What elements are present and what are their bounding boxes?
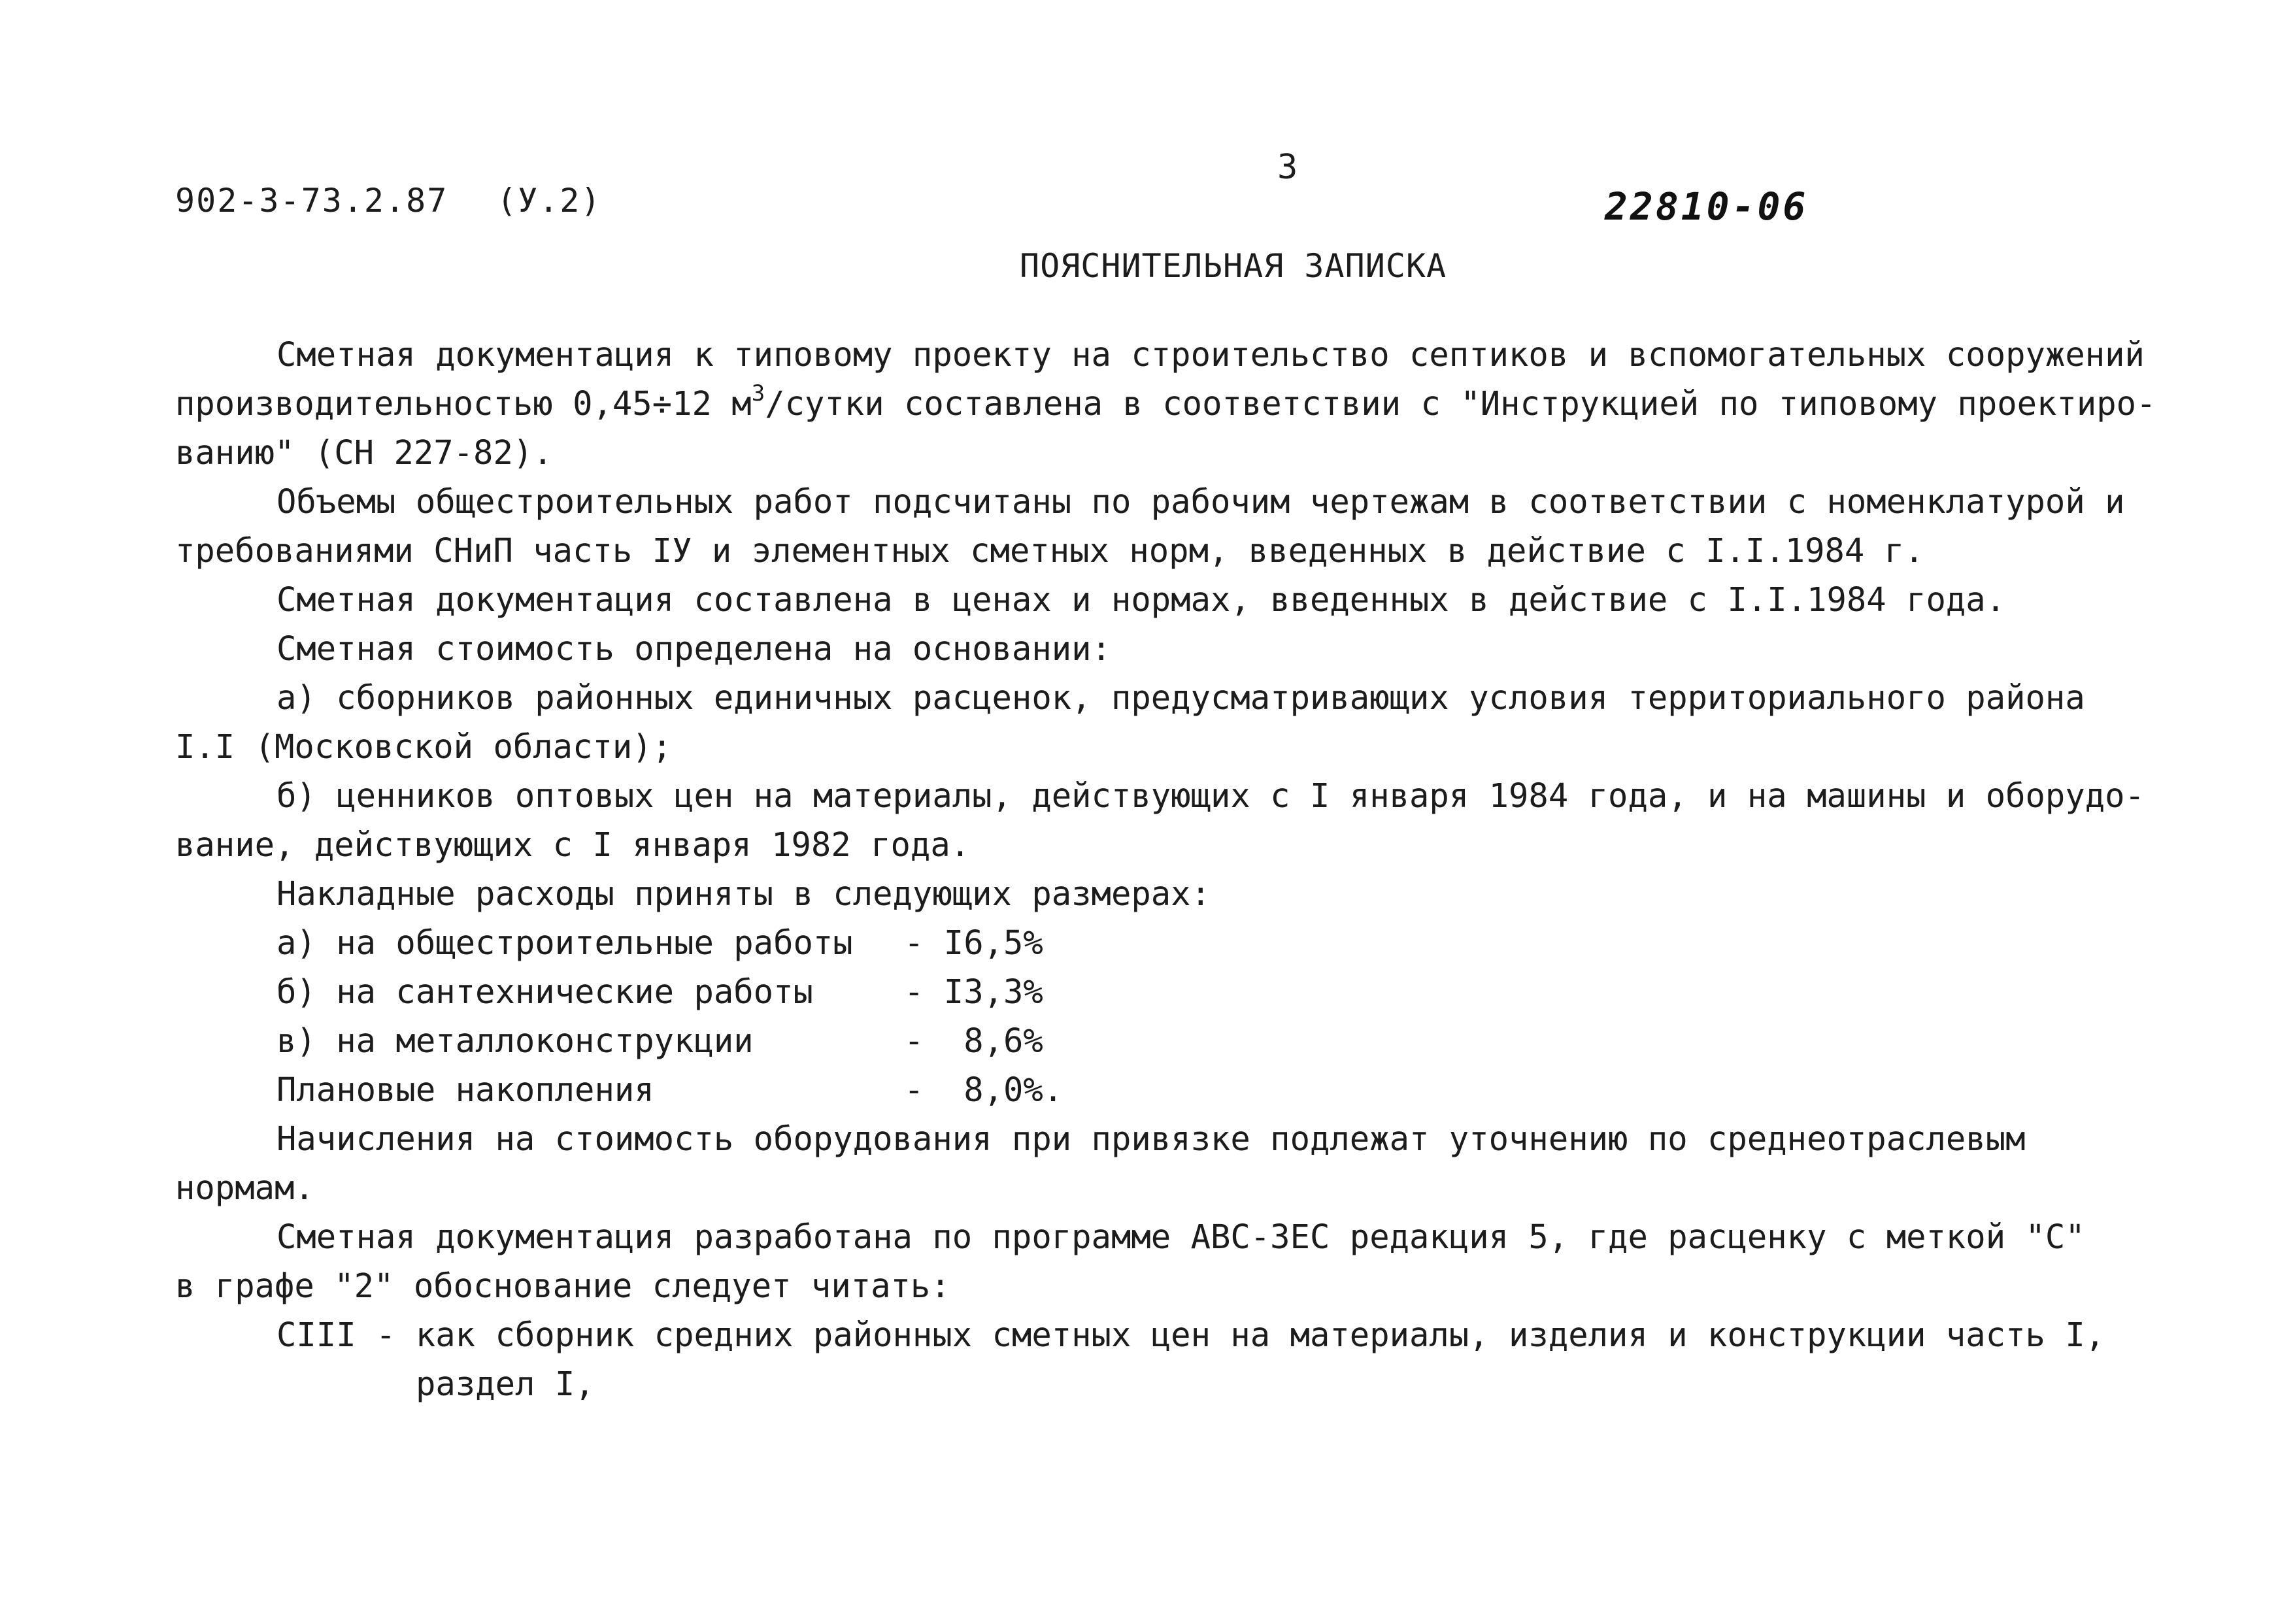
overhead-row <box>175 1065 2185 1114</box>
paragraph-line <box>175 1212 2185 1261</box>
paragraph-line <box>175 428 2185 477</box>
document-variant: (У.2) <box>497 182 602 220</box>
paragraph-line <box>175 722 2185 771</box>
overhead-row <box>175 967 2185 1016</box>
paragraph-line <box>175 820 2185 869</box>
text-line: б) ценников оптовых цен на материалы, действующих с I января 1984 года, и на машины и оборудо- <box>276 776 2145 815</box>
inventory-stamp: 22810-06 <box>1605 184 1809 229</box>
paragraph-line <box>175 526 2185 575</box>
explanatory-note-body <box>175 330 2185 1408</box>
paragraph-line <box>175 771 2185 820</box>
text-line: Объемы общестроительных работ подсчитаны по рабочим чертежам в соответствии с номенклатурой и <box>276 482 2125 521</box>
overhead-row <box>175 918 2185 967</box>
text-line: Начисления на стоимость оборудования при привязке подлежат уточнению по среднеотраслевым <box>276 1119 2026 1158</box>
paragraph-line <box>175 379 2185 428</box>
page-title: ПОЯСНИТЕЛЬНАЯ ЗАПИСКА <box>1020 247 1447 285</box>
paragraph-line <box>175 1359 2185 1408</box>
text-line: ванию" (СН 227-82). <box>175 433 553 472</box>
text-line: Сметная документация к типовому проекту на строительство септиков и вспомогательных сооружений <box>276 335 2145 374</box>
text-line: Накладные расходы приняты в следующих размерах: <box>276 874 1211 913</box>
overhead-value: - 8,6% <box>904 1021 1043 1060</box>
paragraph-line <box>175 624 2185 673</box>
text-line: Сметная документация разработана по программе АВС-ЗЕС редакция 5, где расценку с меткой "С" <box>276 1218 2085 1256</box>
overhead-label: б) на сантехнические работы <box>276 972 813 1011</box>
text-line: в графе "2" обоснование следует читать: <box>175 1267 950 1305</box>
overhead-label: в) на металлоконструкции <box>276 1021 754 1060</box>
text-line: Сметная документация составлена в ценах и нормах, введенных в действие с I.I.1984 года. <box>276 580 2006 619</box>
text-line: раздел I, <box>416 1365 595 1403</box>
page-number: 3 <box>1277 148 1298 187</box>
paragraph-line <box>175 869 2185 918</box>
paragraph-line <box>175 1163 2185 1212</box>
overhead-label: а) на общестроительные работы <box>276 923 853 962</box>
text-line: СIII - как сборник средних районных сметных цен на материалы, изделия и конструкции часть I, <box>276 1316 2105 1354</box>
text-line: Сметная стоимость определена на основании: <box>276 629 1111 668</box>
text-line: требованиями СНиП часть IУ и элементных сметных норм, введенных в действие с I.I.1984 г. <box>175 531 1924 570</box>
text-line: вание, действующих с I января 1982 года. <box>175 825 971 864</box>
paragraph-line <box>175 330 2185 379</box>
text-line <box>175 379 2156 428</box>
superscript: 3 <box>751 380 765 407</box>
paragraph-line <box>175 575 2185 624</box>
text-fragment: /сутки составлена в соответствии с "Инструкцией по типовому проектиро- <box>765 384 2156 423</box>
text-line: а) сборников районных единичных расценок, предусматривающих условия территориального района <box>276 678 2085 717</box>
paragraph-line <box>175 673 2185 722</box>
overhead-row <box>175 1016 2185 1065</box>
paragraph-line <box>175 1261 2185 1310</box>
text-line: I.I (Московской области); <box>175 727 673 766</box>
overhead-value: - I3,3% <box>904 972 1043 1011</box>
paragraph-line <box>175 477 2185 526</box>
text-fragment: производительностью 0,45÷12 м <box>175 384 752 423</box>
paragraph-line <box>175 1114 2185 1163</box>
document-code: 902-3-73.2.87 <box>175 182 448 220</box>
text-line: нормам. <box>175 1168 314 1207</box>
paragraph-line <box>175 1310 2185 1359</box>
overhead-value: - 8,0%. <box>904 1070 1064 1109</box>
overhead-label: Плановые накопления <box>276 1070 654 1109</box>
overhead-value: - I6,5% <box>904 923 1043 962</box>
